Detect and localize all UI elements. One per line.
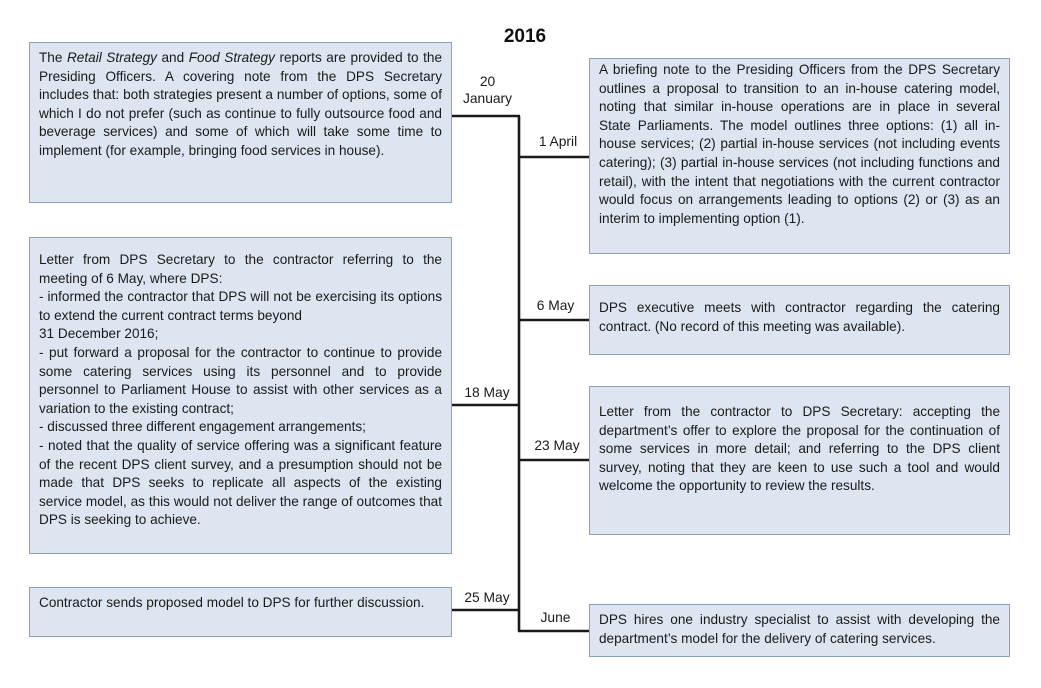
- event-bullet: - informed the contractor that DPS will not be exercising its options to extend the current contract terms beyond: [39, 289, 442, 323]
- event-text-6-may: DPS executive meets with contractor regarding the catering contract. (No record of this meeting was available).: [599, 300, 1000, 334]
- event-box-6-may: [589, 285, 1010, 355]
- event-text-june: DPS hires one industry specialist to assist with developing the department’s model for the delivery of catering services.: [599, 612, 1000, 646]
- event-text-1-april: A briefing note to the Presiding Officers from the DPS Secretary outlines a proposal to transition to an in-house catering model, noting that similar in-house operations are in place in several State Parliaments. The model outlines three options: (1) all in-house services; (2) partial in-house services (not including events catering); (3) partial in-house services (not including functions and retail), with the intent that negotiations with the current contractor would focus on arrangements leading to options (2) or (3) as an interim to implementing option (1).: [599, 62, 1000, 226]
- event-bullet: - put forward a proposal for the contractor to continue to provide some catering services using its personnel and to provide personnel to Parliament House to assist with other services as a variation to the existing contract;: [39, 344, 442, 416]
- event-text-25-may: Contractor sends proposed model to DPS for further discussion.: [39, 595, 425, 610]
- event-box-20-january: [29, 42, 452, 203]
- date-label-23-may: 23 May: [534, 438, 580, 453]
- event-bullet: - discussed three different engagement arrangements;: [39, 419, 366, 435]
- date-label-18-may: 18 May: [464, 385, 510, 400]
- date-label-20-january: 20 January: [462, 74, 513, 106]
- event-text-23-may: Letter from the contractor to DPS Secretary: accepting the department’s offer to explore the proposal for the continuation of some services in more detail; and referring to the DPS client survey, noting that they are keen to use such a tool and would welcome the opportunity to review the results.: [599, 404, 1000, 494]
- date-label-25-may: 25 May: [464, 590, 510, 605]
- timeline-year-title: 2016: [503, 26, 547, 47]
- event-bullet: 31 December 2016;: [39, 326, 159, 342]
- event-intro-18-may: Letter from DPS Secretary to the contractor referring to the meeting of 6 May, where DPS:: [39, 252, 442, 286]
- date-label-june: June: [540, 610, 571, 625]
- event-box-25-may: [29, 587, 452, 637]
- event-box-18-may: [29, 237, 452, 554]
- date-label-6-may: 6 May: [536, 298, 575, 313]
- event-bullet: - noted that the quality of service offering was a significant feature of the recent DPS client survey, and a presumption should not be made that DPS seeks to replicate all aspects of the existing service model, as this would not deliver the range of outcomes that DPS is seeking to achieve.: [39, 437, 442, 528]
- event-box-june: [589, 604, 1010, 657]
- event-text-20-january: The Retail Strategy and Food Strategy reports are provided to the Presiding Officers. A covering note from the DPS Secretary includes that: both strategies present a number of options, some of which I do not prefer (such as continue to fully outsource food and beverage services) and some of which will take some time to implement (for example, bringing food services in house).: [39, 50, 443, 158]
- event-box-23-may: [589, 386, 1010, 535]
- event-box-1-april: [589, 58, 1010, 254]
- date-label-1-april: 1 April: [538, 134, 578, 149]
